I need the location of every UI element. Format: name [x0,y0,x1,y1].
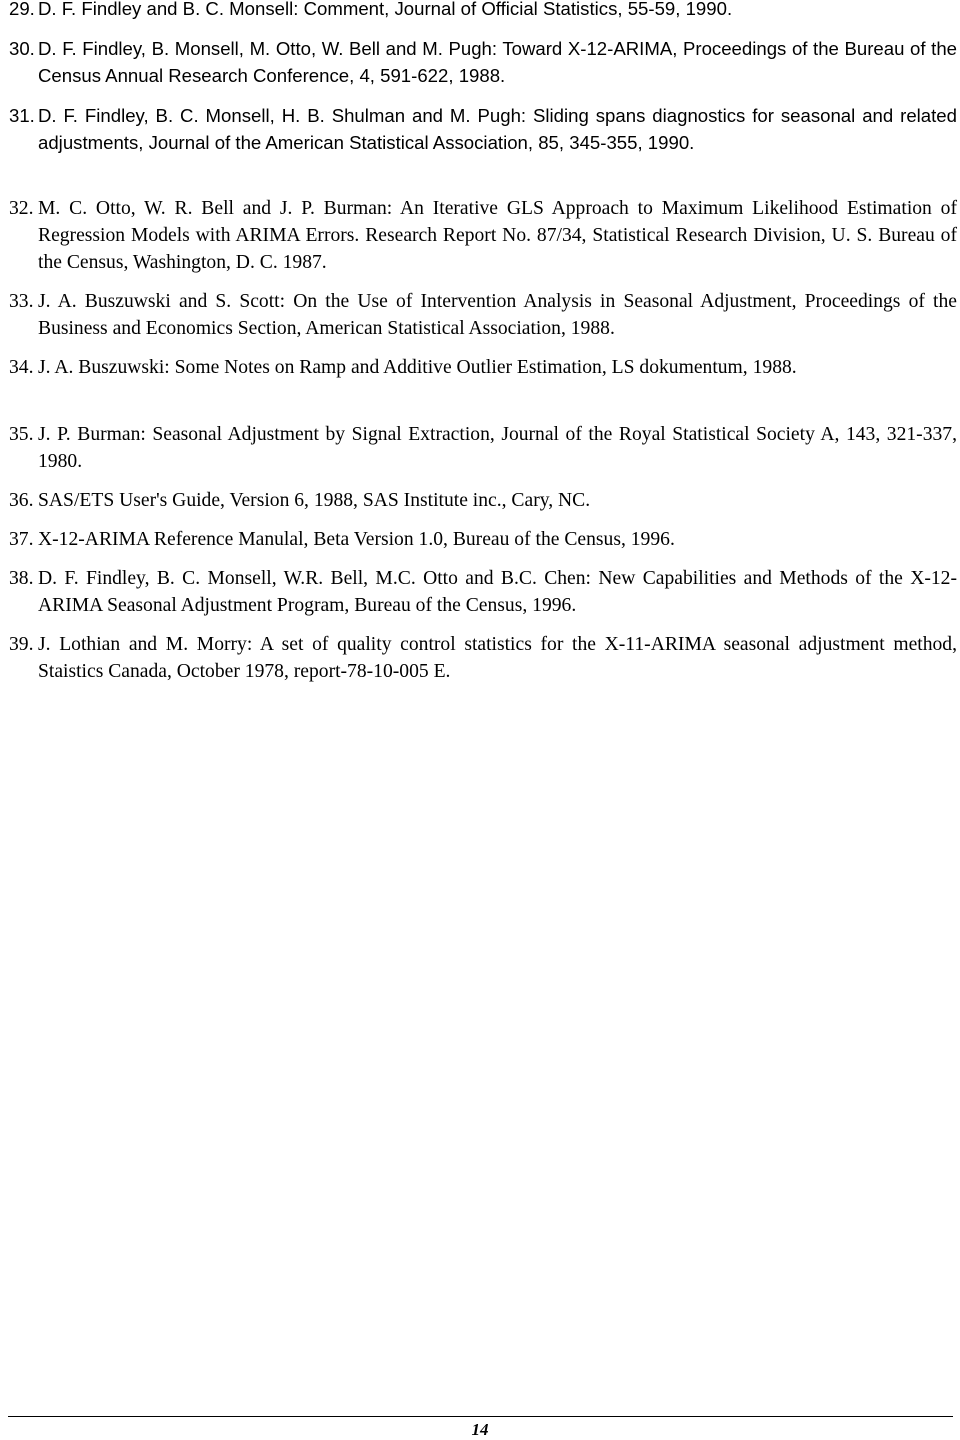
reference-number: 36. [9,490,34,511]
reference-item [9,631,957,685]
reference-text: SAS/ETS User's Guide, Version 6, 1988, SAS Institute inc., Cary, NC. [38,490,591,511]
footer-rule [8,1416,953,1417]
reference-item [9,354,957,381]
reference-item [9,526,957,553]
reference-number: 35. [9,424,34,445]
reference-item [9,487,957,514]
reference-item [9,0,957,22]
reference-item [9,421,957,475]
reference-number: 37. [9,529,34,550]
reference-item [9,102,957,156]
page-number: 14 [471,1420,489,1439]
reference-text: J. P. Burman: Seasonal Adjustment by Signal Extraction, Journal of the Royal Statistical Society A, 143, 321-337, 1980. [38,424,957,472]
reference-number: 33. [9,291,34,312]
reference-text: D. F. Findley, B. Monsell, M. Otto, W. Bell and M. Pugh: Toward X-12-ARIMA, Proceedings of the Bureau of the Census Annual Research Conference, 4, 591-622, 1988. [38,38,957,86]
reference-text: M. C. Otto, W. R. Bell and J. P. Burman: An Iterative GLS Approach to Maximum Likelihood Estimation of Regression Models with ARIMA Errors. Research Report No. 87/34, Statistical Research Division, U. S. Bureau of the Census, Washington, D. C. 1987. [38,198,957,273]
reference-number: 39. [9,634,34,655]
reference-number: 32. [9,198,34,219]
reference-text: J. Lothian and M. Morry: A set of quality control statistics for the X-11-ARIMA seasonal adjustment method, Staistics Canada, October 1978, report-78-10-005 E. [38,634,957,682]
reference-text: J. A. Buszuwski and S. Scott: On the Use of Intervention Analysis in Seasonal Adjustment, Proceedings of the Business and Economics Section, American Statistical Association, 1988. [38,291,957,339]
reference-item [9,35,957,89]
reference-text: D. F. Findley, B. C. Monsell, H. B. Shulman and M. Pugh: Sliding spans diagnostics for seasonal and related adjustments, Journal of the American Statistical Association, 85, 345-355, 1990. [38,105,957,153]
reference-text: D. F. Findley, B. C. Monsell, W.R. Bell, M.C. Otto and B.C. Chen: New Capabilities and Methods of the X-12-ARIMA Seasonal Adjustment Program, Bureau of the Census, 1996. [38,568,957,616]
reference-text: J. A. Buszuwski: Some Notes on Ramp and Additive Outlier Estimation, LS dokumentum, 1988. [38,357,797,378]
reference-number: 34. [9,357,34,378]
reference-number: 30. [9,38,35,59]
reference-item [9,288,957,342]
reference-item [9,565,957,619]
reference-text: X-12-ARIMA Reference Manulal, Beta Version 1.0, Bureau of the Census, 1996. [38,529,675,550]
reference-number: 38. [9,568,34,589]
reference-number: 31. [9,105,35,126]
reference-number: 29. [9,0,35,19]
reference-text: D. F. Findley and B. C. Monsell: Comment, Journal of Official Statistics, 55-59, 1990. [38,0,733,19]
reference-item [9,195,957,276]
